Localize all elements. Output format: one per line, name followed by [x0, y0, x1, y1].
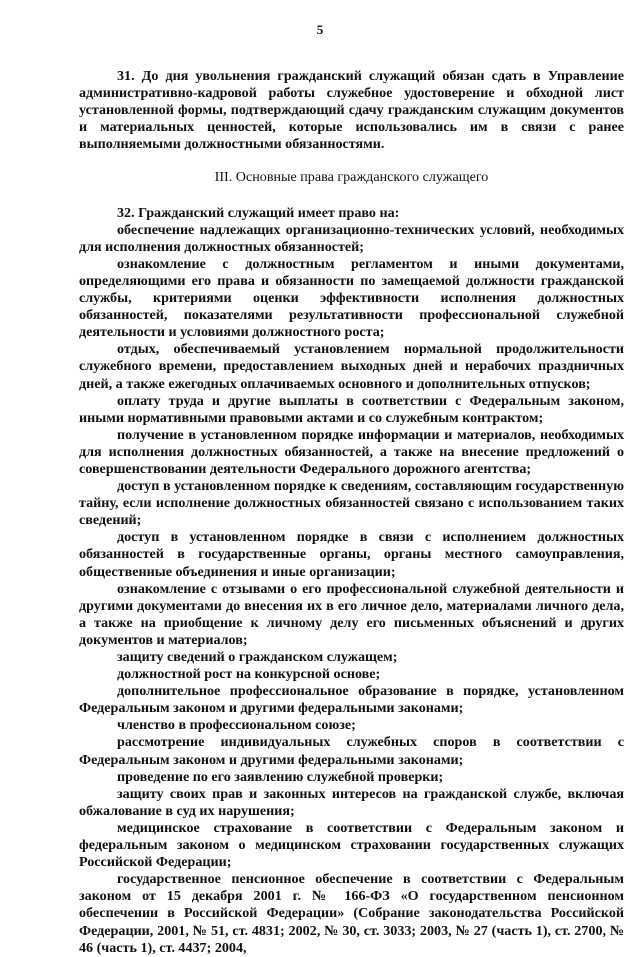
document-body	[79, 68, 624, 957]
right-item: оплату труда и другие выплаты в соответствии с Федеральным законом, иными нормативными правовыми актами и со служебным контрактом;	[79, 392, 624, 426]
right-item: отдых, обеспечиваемый установлением нормальной продолжительности служебного времени, предоставлением выходных дней и нерабочих праздничных дней, а также ежегодных оплачиваемых основного и дополнительных отпусков;	[79, 341, 624, 392]
right-item: защиту сведений о гражданском служащем;	[117, 649, 398, 665]
right-item: обеспечение надлежащих организационно-технических условий, необходимых для исполнения должностных обязанностей;	[79, 221, 624, 255]
right-item: защиту своих прав и законных интересов на гражданской службе, включая обжалование в суд их нарушения;	[79, 785, 624, 819]
right-item: доступ в установленном порядке к сведениям, составляющим государственную тайну, если исполнение должностных обязанностей связано с использованием таких сведений;	[79, 478, 624, 529]
section-heading: III. Основные права гражданского служащего	[214, 169, 489, 186]
right-item: медицинское страхование в соответствии с Федеральным законом и федеральным законом о медицинском страховании государственных служащих Российской Федерации;	[79, 819, 624, 871]
right-item: членство в профессиональном союзе;	[117, 717, 356, 734]
right-item: ознакомление с должностным регламентом и иными документами, определяющими его права и обязанности по замещаемой должности гражданской службы, критериями оценки эффективности исполнения должностных обязанностей, показателями результативности профессиональной служебной деятельности и условиями должностного роста;	[79, 255, 624, 341]
right-item: дополнительное профессиональное образование в порядке, установленном Федеральным законом и другими федеральными законами;	[79, 683, 624, 717]
right-item: получение в установленном порядке информации и материалов, необходимых для исполнения должностных обязанностей, а также на внесение предложений о совершенствовании деятельности Федерального дорожного агентства;	[79, 426, 624, 477]
right-item: доступ в установленном порядке в связи с исполнением должностных обязанностей в государственные органы, органы местного самоуправления, общественные объединения и иные организации;	[79, 529, 624, 580]
right-item: проведение по его заявлению служебной проверки;	[117, 768, 444, 785]
right-item: ознакомление с отзывами о его профессиональной служебной деятельности и другими документами до внесения их в его личное дело, материалами личного дела, а также на приобщение к личному делу его письменных объяснений и других документов и материалов;	[79, 580, 624, 648]
paragraph-31: 31. До дня увольнения гражданский служащий обязан сдать в Управление административно-кадровой работы служебное удостоверение и обходной лист установленной формы, подтверждающий сдачу гражданским служащим документов и материальных ценностей, которые использовались им в связи с ранее выполняемыми должностными обязанностями.	[79, 68, 624, 153]
page-number: 5	[316, 22, 324, 37]
right-item: должностной рост на конкурсной основе;	[117, 666, 381, 683]
right-item: рассмотрение индивидуальных служебных споров в соответствии с Федеральным законом и другими федеральными законами;	[79, 734, 624, 768]
right-item: государственное пенсионное обеспечение в соответствии с Федеральным законом от 15 декабря 2001 г. № 166-ФЗ «О государственном пенсионном обеспечении в Российской Федерации» (Собрание законодательства Российской Федерации, 2001, № 51, ст. 4831; 2002, № 30, ст. 3033; 2003, № 27 (часть 1), ст. 2700, № 46 (часть 1), ст. 4437; 2004,	[79, 871, 624, 956]
paragraph-32-intro: 32. Гражданский служащий имеет право на:	[117, 204, 400, 221]
